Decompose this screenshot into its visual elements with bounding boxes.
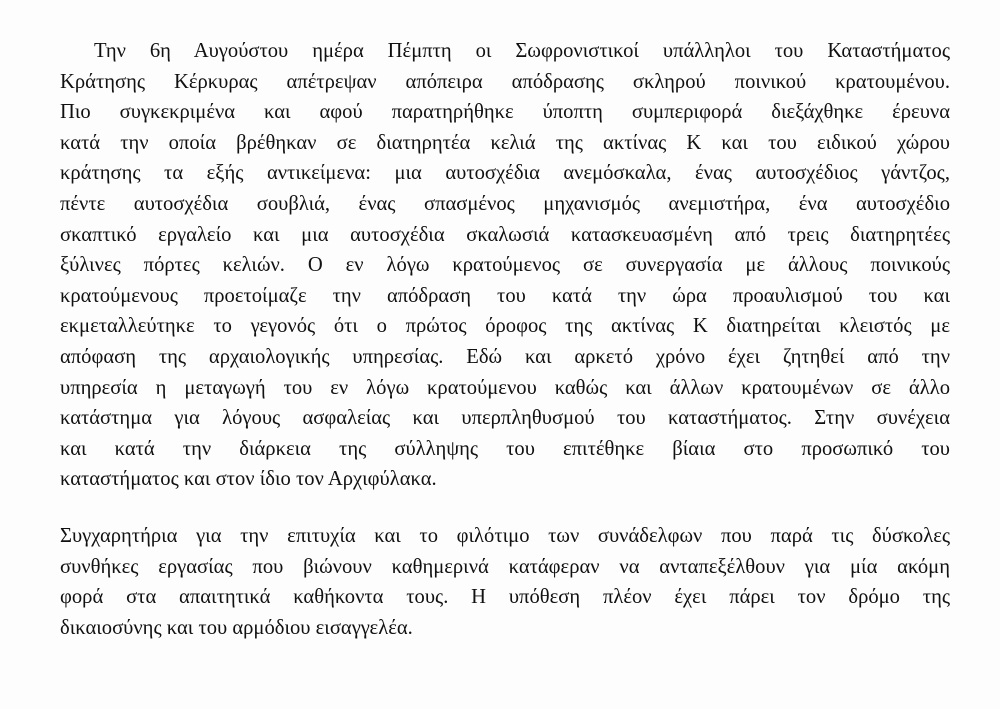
paragraph-line: δικαιοσύνης και του αρμόδιου εισαγγελέα. <box>60 616 413 639</box>
paragraph-incident-report <box>60 36 950 495</box>
paragraph-line: Κράτησης Κέρκυρας απέτρεψαν απόπειρα απόδρασης σκληρού ποινικού κρατουμένου. <box>60 70 950 93</box>
paragraph-line: υπηρεσία η μεταγωγή του εν λόγω κρατούμενου καθώς και άλλων κρατουμένων σε άλλο <box>60 376 950 399</box>
paragraph-line: φορά στα απαιτητικά καθήκοντα τους. Η υπόθεση πλέον έχει πάρει τον δρόμο της <box>60 586 950 609</box>
paragraph-line: κατά την οποία βρέθηκαν σε διατηρητέα κελιά της ακτίνας Κ και του ειδικού χώρου <box>60 131 950 154</box>
paragraph-line: Την 6η Αυγούστου ημέρα Πέμπτη οι Σωφρονιστικοί υπάλληλοι του Καταστήματος <box>94 40 950 62</box>
paragraph-line: Πιο συγκεκριμένα και αφού παρατηρήθηκε ύποπτη συμπεριφορά διεξάχθηκε έρευνα <box>60 101 950 124</box>
paragraph-line: απόφαση της αρχαιολογικής υπηρεσίας. Εδώ και αρκετό χρόνο έχει ζητηθεί από την <box>60 345 950 368</box>
paragraph-line: πέντε αυτοσχέδια σουβλιά, ένας σπασμένος μηχανισμός ανεμιστήρα, ένα αυτοσχέδιο <box>60 192 950 215</box>
paragraph-line: καταστήματος και στον ίδιο τον Αρχιφύλακα. <box>60 468 437 491</box>
paragraph-line: Συγχαρητήρια για την επιτυχία και το φιλότιμο των συνάδελφων που παρά τις δύσκολες <box>60 524 950 547</box>
paragraph-line: κατάστημα για λόγους ασφαλείας και υπερπληθυσμού του καταστήματος. Στην συνέχεια <box>60 407 950 430</box>
paragraph-line: συνθήκες εργασίας που βιώνουν καθημερινά κατάφεραν να ανταπεξέλθουν για μία ακόμη <box>60 555 950 578</box>
paragraph-line: και κατά την διάρκεια της σύλληψης του επιτέθηκε βίαια στο προσωπικό του <box>60 437 950 460</box>
paragraph-line: ξύλινες πόρτες κελιών. Ο εν λόγω κρατούμενος σε συνεργασία με άλλους ποινικούς <box>60 254 950 277</box>
paragraph-line: κρατούμενους προετοίμαζε την απόδραση του κατά την ώρα προαυλισμού του και <box>60 284 950 307</box>
paragraph-congratulations <box>60 521 950 643</box>
paragraph-spacer <box>60 495 950 521</box>
paragraph-line: κράτησης τα εξής αντικείμενα: μια αυτοσχέδια ανεμόσκαλα, ένας αυτοσχέδιος γάντζος, <box>60 162 950 185</box>
paragraph-line: εκμεταλλεύτηκε το γεγονός ότι ο πρώτος όροφος της ακτίνας Κ διατηρείται κλειστός με <box>60 315 950 338</box>
document-body <box>60 36 950 643</box>
paragraph-line: σκαπτικό εργαλείο και μια αυτοσχέδια σκαλωσιά κατασκευασμένη από τρεις διατηρητέες <box>60 223 950 246</box>
